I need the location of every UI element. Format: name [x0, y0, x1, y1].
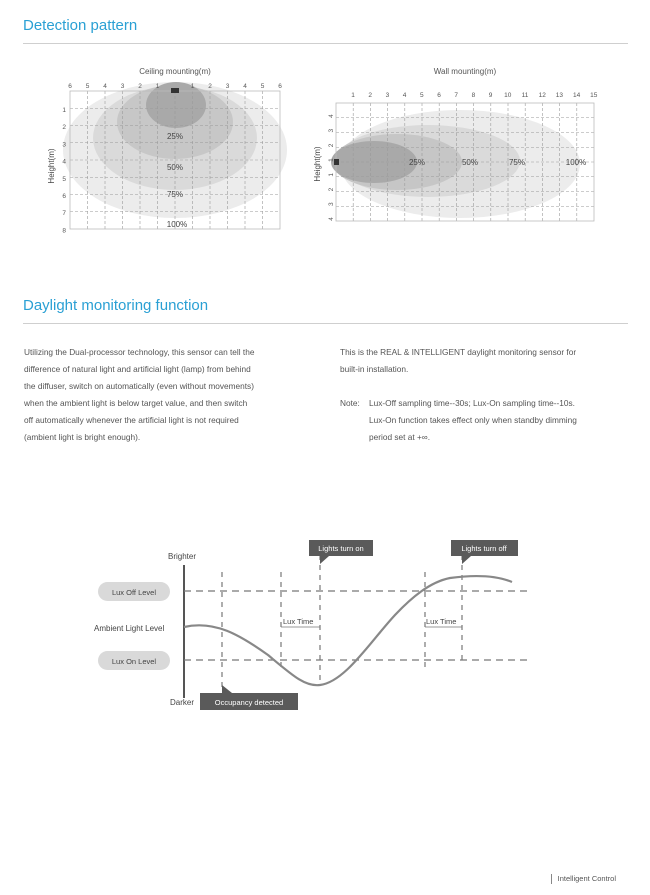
section-title-detection: Detection pattern — [23, 17, 138, 34]
x-tick-label: 7 — [454, 92, 459, 99]
y-tick-label: 1 — [62, 107, 66, 114]
section-title-daylight: Daylight monitoring function — [23, 297, 209, 314]
x-tick-label: 4 — [243, 83, 247, 90]
ambient-light-curve — [184, 576, 512, 685]
x-tick-label: 1 — [155, 83, 160, 90]
y-tick-label: 2 — [62, 124, 66, 132]
section-divider — [23, 323, 628, 324]
y-tick-label: 3 — [62, 141, 66, 149]
text-line: Lux-On function takes effect only when standby dimming — [369, 415, 577, 425]
y-tick-label: 7 — [62, 210, 66, 218]
x-tick-label: 14 — [572, 92, 581, 99]
daylight-monitoring-diagram — [0, 530, 650, 720]
x-tick-label: 2 — [208, 83, 212, 90]
callout-pointer — [320, 556, 329, 564]
callout-pointer — [462, 556, 471, 564]
zone-label-50: 50% — [166, 163, 184, 172]
x-tick-label: 13 — [555, 92, 564, 99]
zone-label-100: 100% — [166, 220, 188, 229]
y-tick-label: 8 — [62, 227, 66, 235]
y-tick-label: 3 — [328, 128, 335, 133]
intelligent-sensor-note — [340, 344, 630, 378]
x-tick-label: 8 — [471, 92, 476, 99]
ceiling-mounting-diagram — [40, 80, 290, 240]
text-line: difference of natural light and artificial light (lamp) from behind — [24, 364, 251, 374]
brighter-label: Brighter — [168, 552, 197, 561]
x-tick-label: 5 — [419, 92, 424, 99]
x-tick-label: 11 — [521, 92, 529, 99]
zone-label-75: 75% — [166, 190, 184, 199]
lights-off-label: Lights turn off — [461, 544, 507, 553]
wall-chart-title: Wall mounting(m) — [433, 67, 497, 76]
x-tick-label: 4 — [402, 92, 407, 99]
text-line: when the ambient light is below target value, and then switch — [24, 398, 248, 408]
lux-on-level-label: Lux On Level — [111, 657, 157, 666]
y-tick-label: 3 — [328, 202, 335, 207]
x-tick-label: 12 — [538, 92, 546, 99]
ambient-light-level-label: Ambient Light Level — [94, 624, 165, 633]
lights-on-label: Lights turn on — [318, 544, 364, 553]
x-tick-label: 15 — [590, 92, 598, 99]
y-tick-label: 6 — [62, 193, 66, 200]
zone-label-75: 75% — [508, 158, 526, 167]
text-line: Lux-Off sampling time--30s; Lux-On sampling time--10s. — [369, 398, 575, 408]
x-tick-label: 6 — [278, 83, 282, 90]
y-tick-label: 4 — [62, 158, 66, 166]
text-line: (ambient light is bright enough). — [24, 432, 141, 442]
x-tick-label: 2 — [138, 83, 142, 90]
x-tick-label: 6 — [68, 83, 72, 90]
y-tick-label: 5 — [62, 175, 66, 183]
ceiling-chart-title: Ceiling mounting(m) — [139, 67, 211, 76]
lux-time-label-2: Lux Time — [426, 617, 457, 626]
lux-off-level-label: Lux Off Level — [111, 588, 157, 597]
text-line: the diffuser, switch on automatically (even without movements) — [24, 381, 254, 391]
text-line: This is the REAL & INTELLIGENT daylight monitoring sensor for — [340, 347, 577, 357]
x-tick-label: 2 — [368, 92, 373, 99]
occupancy-label: Occupancy detected — [214, 698, 284, 707]
text-line: built-in installation. — [340, 364, 409, 374]
section-divider — [23, 43, 628, 44]
x-tick-label: 9 — [488, 92, 493, 99]
x-tick-label: 3 — [120, 83, 125, 90]
wall-x-ticks — [351, 92, 598, 99]
y-tick-label: 4 — [328, 217, 335, 221]
zone-label-25: 25% — [408, 158, 426, 167]
x-tick-label: 5 — [260, 83, 265, 90]
y-tick-label: 1 — [328, 172, 335, 177]
text-line: Utilizing the Dual-processor technology, this sensor can tell the — [24, 347, 255, 357]
x-tick-label: 3 — [225, 83, 230, 90]
zone-label-100: 100% — [565, 158, 587, 167]
ceiling-ylabel: Height(m) — [47, 148, 56, 184]
x-tick-label: 3 — [385, 92, 390, 99]
sensor-icon — [171, 88, 179, 93]
ceiling-y-ticks — [62, 107, 66, 234]
y-tick-label: 2 — [328, 187, 335, 192]
darker-label: Darker — [170, 698, 195, 707]
zone-label-25: 25% — [166, 132, 184, 141]
x-tick-label: 1 — [190, 83, 195, 90]
text-line: period set at +∞. — [369, 432, 431, 442]
wall-mounting-diagram — [310, 84, 610, 229]
text-line: off automatically whenever the artificial light is not required — [24, 415, 239, 425]
footer-label: Intelligent Control — [551, 874, 616, 884]
x-tick-label: 4 — [103, 83, 107, 90]
daylight-description — [24, 344, 324, 446]
y-tick-label: 1 — [328, 158, 335, 162]
y-tick-label: 4 — [328, 114, 335, 118]
note-label: Note: — [340, 398, 360, 408]
x-tick-label: 1 — [351, 92, 355, 99]
callout-pointer — [222, 685, 232, 693]
x-tick-label: 5 — [85, 83, 90, 90]
lux-time-label-1: Lux Time — [283, 617, 314, 626]
wall-ylabel: Height(m) — [313, 146, 322, 182]
zone-label-50: 50% — [461, 158, 479, 167]
x-tick-label: 10 — [504, 92, 512, 99]
y-tick-label: 2 — [328, 143, 335, 148]
x-tick-label: 6 — [437, 92, 441, 99]
note-text — [369, 395, 629, 446]
